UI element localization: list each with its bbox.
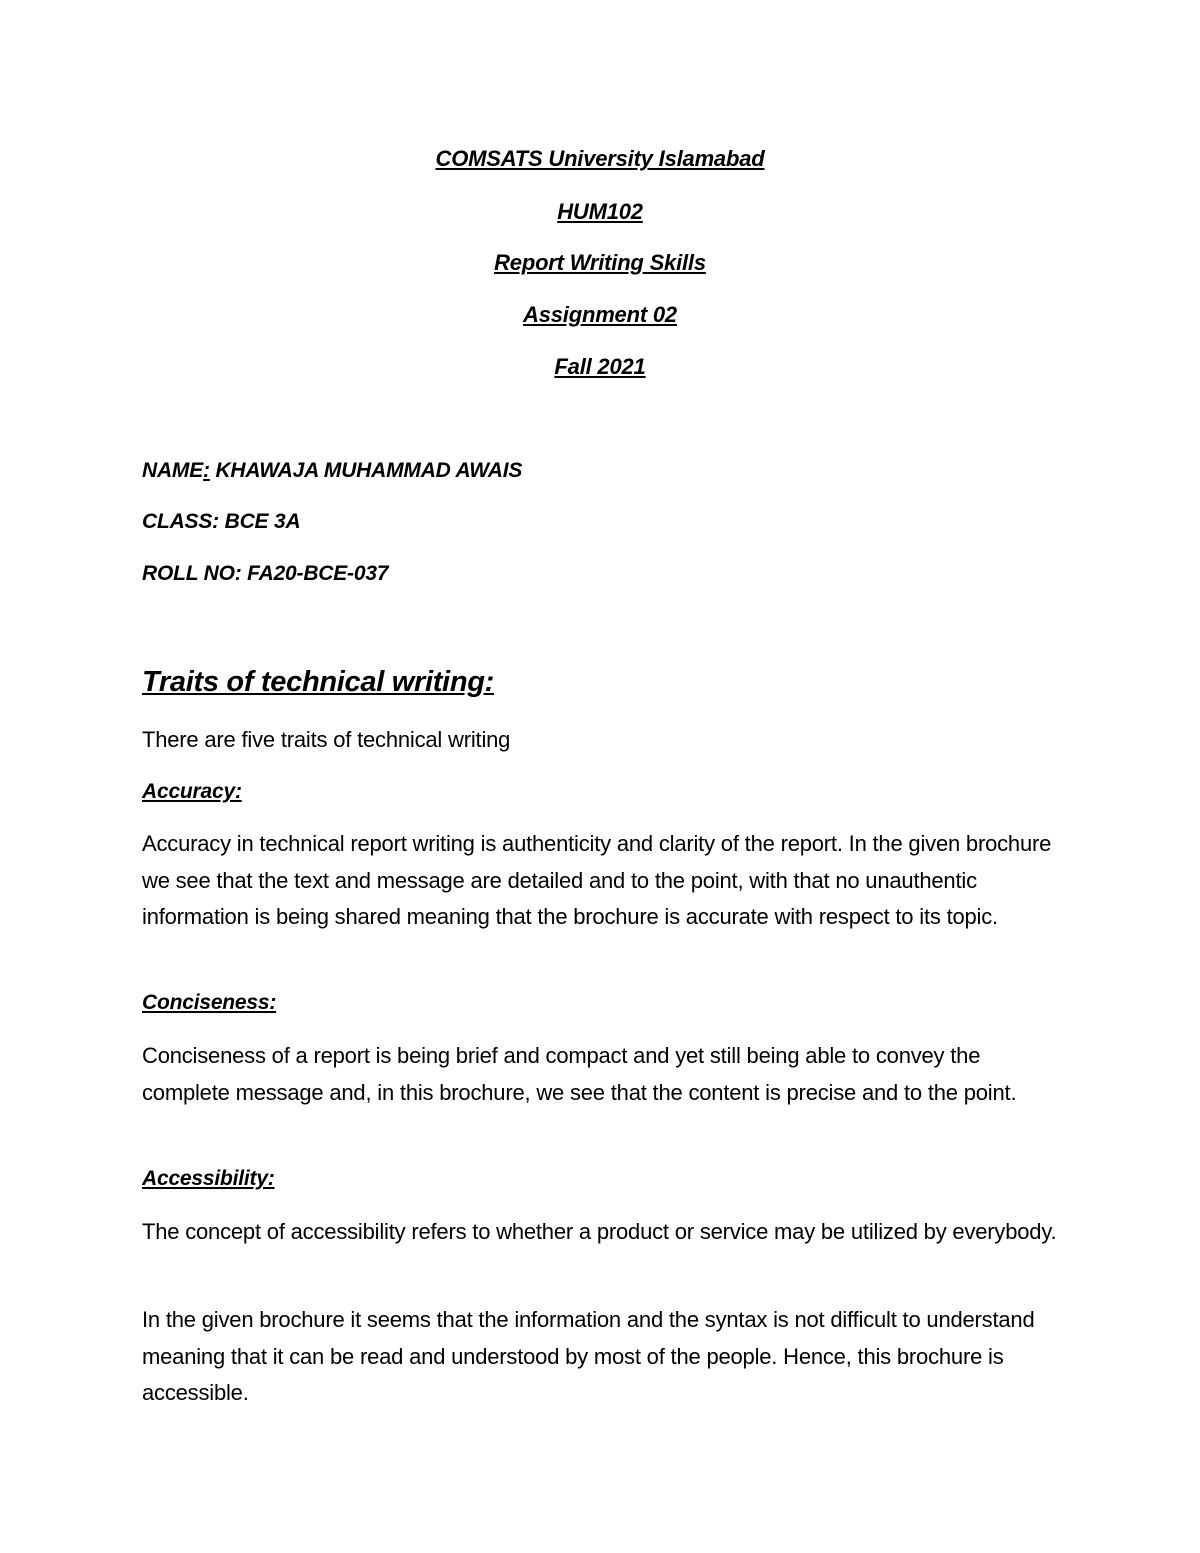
trait-paragraph-accessibility-2: In the given brochure it seems that the information and the syntax is not difficult to understand meaning that it can be read and understood by most of the people. Hence, this brochure is accessible. xyxy=(142,1307,1035,1405)
semester-label: Fall 2021 xyxy=(554,354,646,379)
name-colon: : xyxy=(203,459,210,482)
name-label: NAME xyxy=(142,459,204,482)
section-title: Traits of technical writing: xyxy=(142,666,495,698)
student-name-line xyxy=(142,459,522,483)
student-roll-line: ROLL NO: FA20-BCE-037 xyxy=(142,562,389,585)
trait-heading-conciseness: Conciseness: xyxy=(142,991,277,1014)
student-class-line: CLASS: BCE 3A xyxy=(142,510,301,533)
trait-paragraph-accuracy: Accuracy in technical report writing is authenticity and clarity of the report. In the given brochure we see that the text and message are detailed and to the point, with that no unauthentic information is being shared meaning that the brochure is accurate with respect to its topic. xyxy=(142,831,1052,929)
trait-heading-accessibility: Accessibility: xyxy=(142,1167,275,1190)
trait-paragraph-conciseness: Conciseness of a report is being brief and compact and yet still being able to convey the complete message and, in this brochure, we see that the content is precise and to the point. xyxy=(142,1043,1017,1105)
trait-heading-accuracy: Accuracy: xyxy=(142,780,242,803)
trait-paragraph-accessibility-1: The concept of accessibility refers to whether a product or service may be utilized by everybody. xyxy=(142,1219,1057,1244)
section-intro: There are five traits of technical writing xyxy=(142,727,511,752)
university-title: COMSATS University Islamabad xyxy=(435,146,765,171)
course-title: Report Writing Skills xyxy=(494,250,706,275)
name-value: KHAWAJA MUHAMMAD AWAIS xyxy=(209,459,523,482)
assignment-label: Assignment 02 xyxy=(523,302,677,327)
course-code: HUM102 xyxy=(557,199,643,224)
